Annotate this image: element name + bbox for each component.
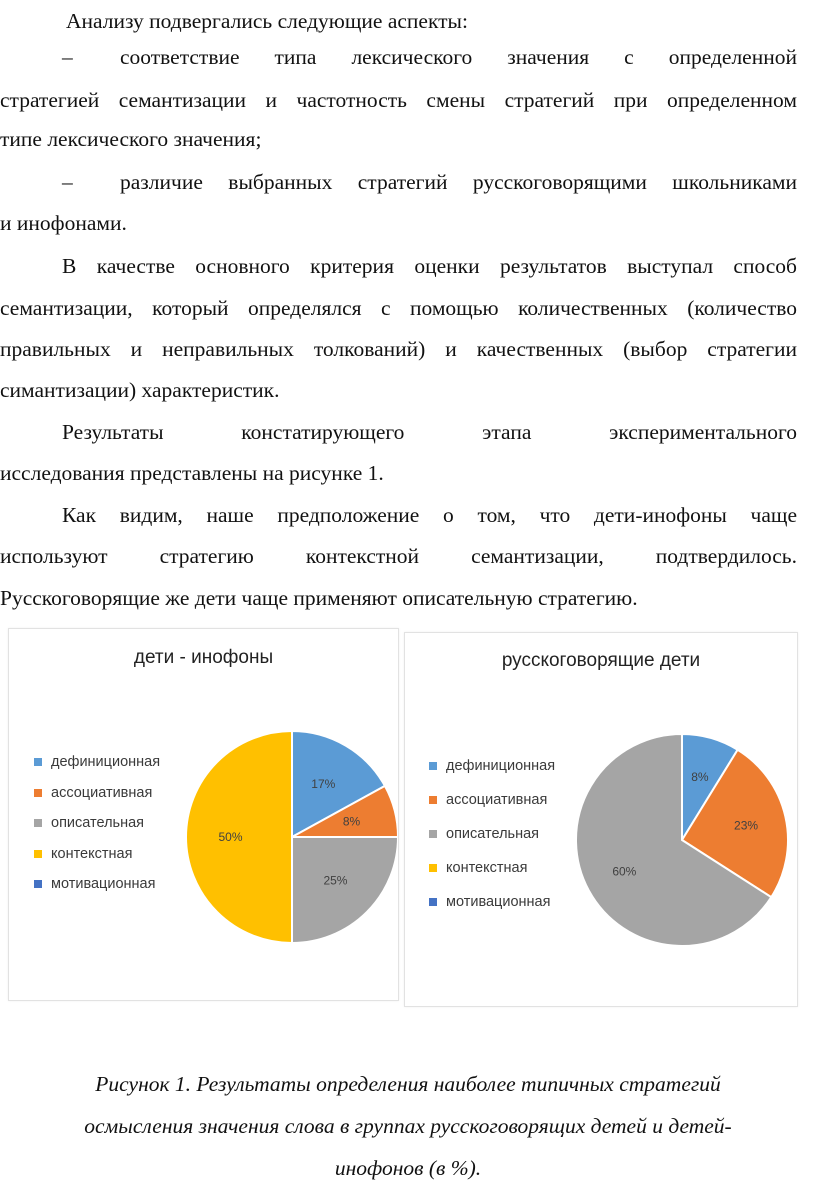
pie-chart-inophones [9, 629, 398, 1000]
bullet2-text: различие выбранных стратегий русскоговорящими школьниками [120, 170, 797, 194]
chart-title: русскоговорящие дети [501, 650, 701, 671]
chart-inophones [8, 628, 399, 1001]
pie-chart-russian-speaking [405, 633, 797, 1006]
bullet2-first-line [0, 161, 797, 203]
figure-caption-line1: Рисунок 1. Результаты определения наиболее типичных стратегий [95, 1072, 721, 1096]
pie-data-label: 60% [612, 864, 637, 879]
legend-label: контекстная [446, 860, 528, 876]
bullet1-line2: стратегией семантизации и частотность смены стратегий при определенном [0, 88, 797, 112]
paragraph2-line1: Результаты констатирующего этапа экспериментального [62, 420, 797, 444]
bullet1-line3: типе лексического значения; [0, 127, 262, 151]
intro-line: Анализу подвергались следующие аспекты: [66, 9, 468, 33]
paragraph3-line1: Как видим, наше предположение о том, что дети-инофоны чаще [62, 503, 797, 527]
paragraph1-line1: В качестве основного критерия оценки результатов выступал способ [62, 254, 797, 278]
paragraph1-line2: семантизации, который определялся с помощью количественных (количество [0, 296, 797, 320]
legend-label: контекстная [51, 845, 133, 862]
legend-label: дефиниционная [446, 758, 556, 774]
bullet-dash: – [62, 170, 73, 194]
paragraph1-line3: правильных и неправильных толкований) и качественных (выбор стратегии [0, 337, 797, 361]
bullet1-first-line [0, 36, 797, 78]
legend-label: ассоциативная [51, 784, 153, 801]
paragraph3-line2: используют стратегию контекстной семантизации, подтвердилось. [0, 544, 797, 568]
pie-data-label: 23% [734, 818, 759, 833]
bullet-dash: – [62, 45, 73, 69]
paragraph2-line2: исследования представлены на рисунке 1. [0, 461, 384, 485]
pie-data-label: 8% [691, 769, 709, 784]
pie-data-label: 17% [311, 777, 336, 792]
bullet1-text: соответствие типа лексического значения с определенной [120, 45, 797, 69]
figure-caption-line3: инофонов (в %). [334, 1156, 482, 1180]
pie-data-label: 25% [323, 873, 348, 888]
pie-data-label: 8% [342, 814, 361, 829]
legend-label: мотивационная [51, 876, 156, 892]
pie-data-label: 50% [218, 830, 243, 844]
paragraph3-line3: Русскоговорящие же дети чаще применяют описательную стратегию. [0, 586, 638, 610]
legend-label: описательная [51, 815, 145, 831]
legend-label: описательная [446, 826, 540, 842]
legend-label: дефиниционная [51, 754, 161, 770]
legend-label: ассоциативная [446, 792, 548, 808]
legend-label: мотивационная [446, 894, 551, 910]
pie-slice-описательная [292, 837, 398, 943]
chart-russian-speaking [404, 632, 798, 1007]
chart-title: дети - инофоны [133, 647, 274, 668]
paragraph1-line4: симантизации) характеристик. [0, 378, 280, 402]
figure-caption-line2: осмысления значения слова в группах русскоговорящих детей и детей- [84, 1114, 732, 1138]
bullet2-line2: и инофонами. [0, 211, 127, 235]
